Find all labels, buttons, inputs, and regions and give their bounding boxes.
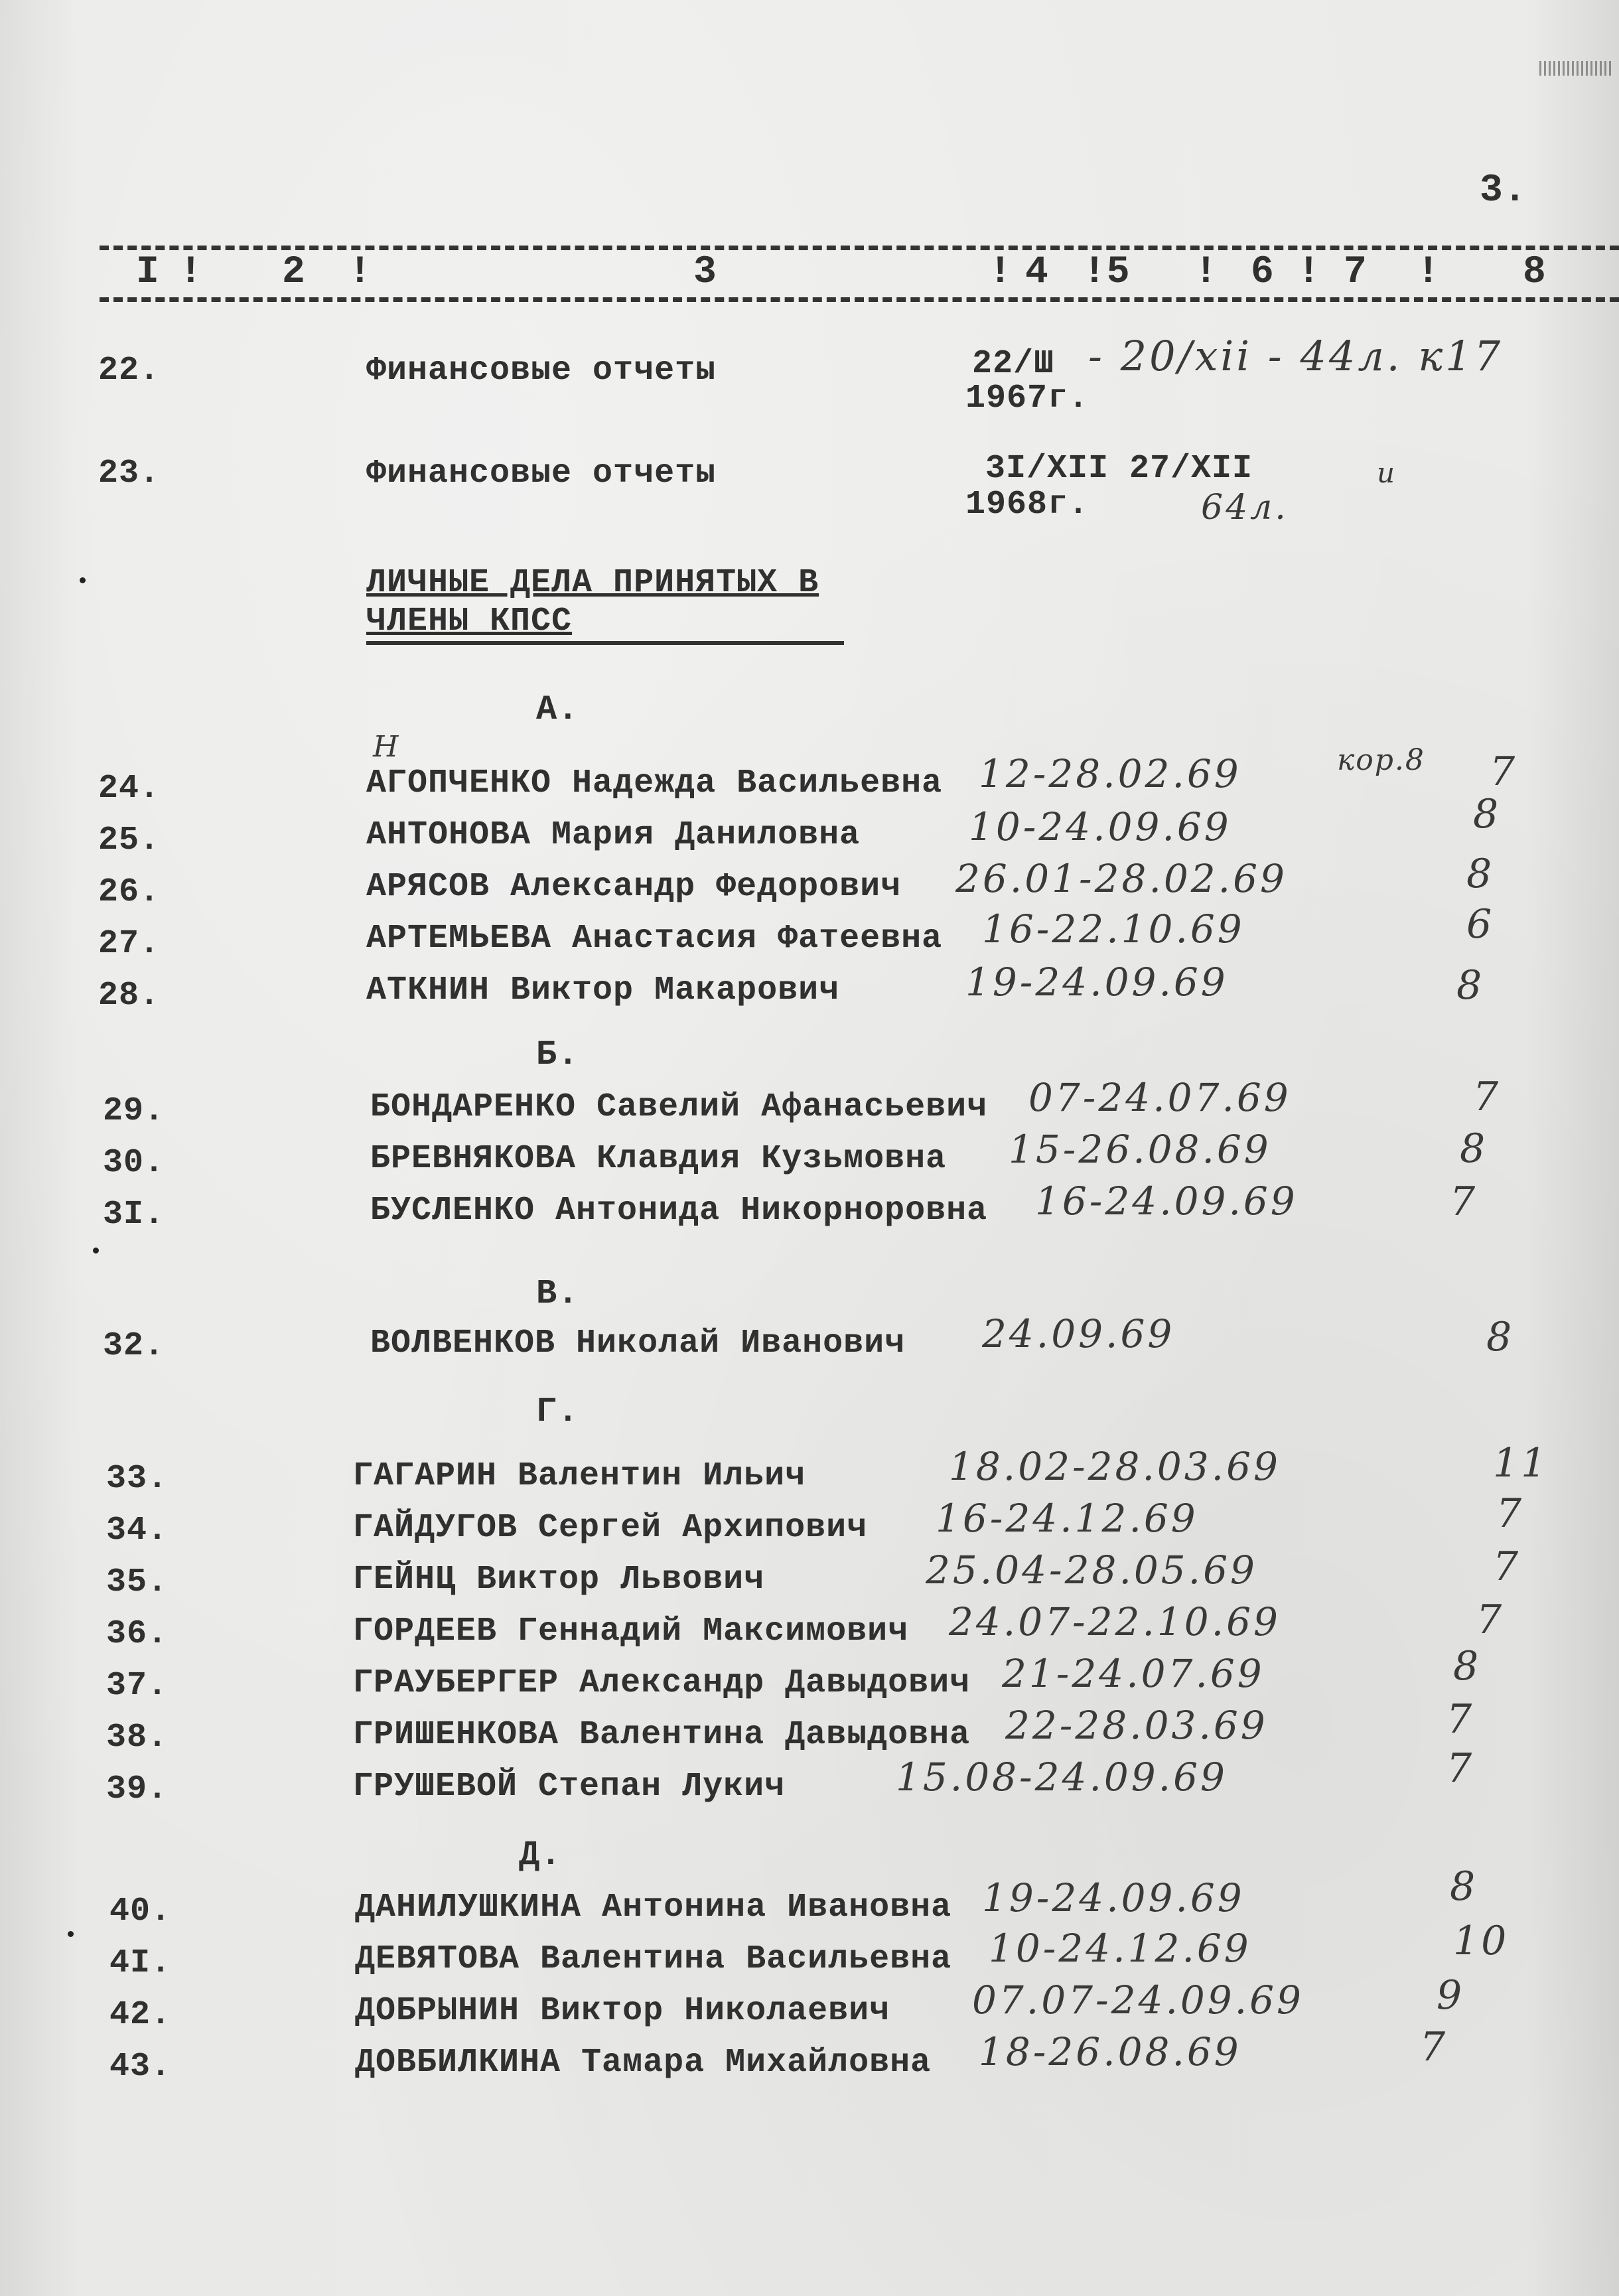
sheet-count: 6 bbox=[1466, 901, 1495, 948]
entry-number: 39. bbox=[106, 1770, 169, 1808]
entry-number: 34. bbox=[106, 1512, 169, 1549]
person-name: ГРУШЕВОЙ Степан Лукич bbox=[353, 1768, 786, 1806]
entry-number: 26. bbox=[98, 873, 161, 911]
entry-number: 37. bbox=[106, 1667, 169, 1705]
entry-number: 24. bbox=[98, 770, 161, 808]
handwritten-dates: 15.08-24.09.69 bbox=[896, 1755, 1228, 1800]
person-name: АНТОНОВА Мария Даниловна bbox=[366, 816, 861, 854]
header-bottom-rule bbox=[100, 297, 1619, 302]
handwritten-dates: 15-26.08.69 bbox=[1009, 1127, 1271, 1172]
sheet-count: 7 bbox=[1450, 1179, 1478, 1225]
entry-number: 4I. bbox=[109, 1944, 172, 1982]
section-underline bbox=[366, 641, 844, 645]
person-name: ДЕВЯТОВА Валентина Васильевна bbox=[355, 1940, 952, 1978]
handwritten-dates: 16-24.12.69 bbox=[936, 1496, 1198, 1541]
sheet-count: 8 bbox=[1453, 1643, 1482, 1689]
handwritten-dates: 26.01-28.02.69 bbox=[955, 856, 1287, 901]
column-header: 7 bbox=[1344, 251, 1368, 294]
sheet-count: 11 bbox=[1493, 1440, 1549, 1486]
entry-number: 38. bbox=[106, 1719, 169, 1757]
group-letter: А. bbox=[536, 690, 579, 729]
handwritten-dates: 16-24.09.69 bbox=[1035, 1179, 1298, 1224]
person-name: ДОВБИЛКИНА Тамара Михайловна bbox=[355, 2044, 932, 2082]
handwritten-dates: 07-24.07.69 bbox=[1028, 1075, 1291, 1120]
person-name: ГРАУБЕРГЕР Александр Давыдович bbox=[353, 1664, 971, 1702]
page-number: 3. bbox=[1480, 169, 1527, 212]
sheet-count: 8 bbox=[1486, 1314, 1515, 1360]
group-letter: Б. bbox=[536, 1035, 579, 1074]
group-letter: Г. bbox=[536, 1392, 579, 1431]
entry-number: 32. bbox=[103, 1327, 165, 1365]
column-separator: ! bbox=[179, 251, 203, 294]
handwritten-dates: 25.04-28.05.69 bbox=[926, 1547, 1257, 1593]
entry-number: 25. bbox=[98, 822, 161, 859]
group-letter: Д. bbox=[519, 1835, 562, 1875]
handwritten-dates: 12-28.02.69 bbox=[979, 751, 1241, 796]
group-letter: В. bbox=[536, 1274, 579, 1313]
paper-speck bbox=[80, 577, 86, 583]
entry-number: 33. bbox=[106, 1460, 169, 1498]
person-name: БОНДАРЕНКО Савелий Афанасьевич bbox=[370, 1088, 988, 1126]
column-header: I bbox=[136, 251, 160, 294]
person-name: БУСЛЕНКО Антонида Никорноровна bbox=[370, 1192, 988, 1230]
paper-speck bbox=[68, 1931, 74, 1937]
handwritten-note: 64л. bbox=[1201, 488, 1289, 528]
sheet-count: 7 bbox=[1490, 749, 1518, 795]
person-name: ВОЛВЕНКОВ Николай Иванович bbox=[370, 1325, 906, 1362]
record-description: Финансовые отчеты bbox=[366, 455, 717, 492]
record-year: 1967г. bbox=[965, 380, 1090, 417]
handwritten-dates: 22-28.03.69 bbox=[1005, 1703, 1268, 1748]
handwritten-dates: 24.07-22.10.69 bbox=[949, 1599, 1281, 1644]
handwritten-dates: 18.02-28.03.69 bbox=[949, 1444, 1281, 1489]
entry-number: 40. bbox=[109, 1893, 172, 1930]
handwritten-dates: 19-24.09.69 bbox=[982, 1875, 1245, 1920]
record-number: 22. bbox=[98, 352, 161, 390]
entry-number: 43. bbox=[109, 2048, 172, 2086]
entry-number: 28. bbox=[98, 977, 161, 1015]
column-separator: ! bbox=[1297, 251, 1321, 294]
sheet-count: 7 bbox=[1446, 1696, 1475, 1743]
record-description: Финансовые отчеты bbox=[366, 352, 717, 390]
person-name: БРЕВНЯКОВА Клавдия Кузьмовна bbox=[370, 1140, 947, 1178]
header-top-rule bbox=[100, 246, 1619, 250]
person-name: АРЯСОВ Александр Федорович bbox=[366, 868, 902, 906]
column-header: 8 bbox=[1523, 251, 1547, 294]
record-date: 3I/XII 27/XII bbox=[985, 450, 1253, 488]
column-header: 2 bbox=[282, 251, 306, 294]
column-separator: ! bbox=[348, 251, 372, 294]
entry-number: 27. bbox=[98, 925, 161, 963]
person-name: АТКНИН Виктор Макарович bbox=[366, 971, 840, 1009]
handwritten-dates: 10-24.12.69 bbox=[989, 1926, 1251, 1971]
sheet-count: 7 bbox=[1493, 1543, 1521, 1590]
column-separator: ! bbox=[1194, 251, 1218, 294]
person-name: ГАГАРИН Валентин Ильич bbox=[353, 1457, 806, 1495]
column-header: 3 bbox=[693, 251, 717, 294]
handwritten-dates: 10-24.09.69 bbox=[969, 804, 1232, 849]
column-header: !5 bbox=[1083, 251, 1131, 294]
column-header: 6 bbox=[1251, 251, 1275, 294]
handwritten-dates: 24.09.69 bbox=[982, 1311, 1175, 1356]
sheet-count: 7 bbox=[1476, 1597, 1505, 1643]
sheet-count: 8 bbox=[1456, 962, 1485, 1009]
person-name: ГРИШЕНКОВА Валентина Давыдовна bbox=[353, 1716, 971, 1754]
record-number: 23. bbox=[98, 455, 161, 492]
sheet-count: 8 bbox=[1466, 851, 1495, 897]
sheet-count: 8 bbox=[1460, 1125, 1488, 1172]
correction-mark: Н bbox=[373, 730, 401, 764]
sheet-count: 7 bbox=[1446, 1745, 1475, 1792]
paper-scuff bbox=[1539, 61, 1612, 76]
person-name: ГЕЙНЦ Виктор Львович bbox=[353, 1561, 765, 1599]
sheet-count: 8 bbox=[1473, 791, 1502, 837]
column-header: 4 bbox=[1025, 251, 1049, 294]
sheet-count: 7 bbox=[1496, 1490, 1525, 1537]
record-year: 1968г. bbox=[965, 486, 1090, 524]
handwritten-dates: 07.07-24.09.69 bbox=[972, 1977, 1304, 2023]
column-separator: ! bbox=[1417, 251, 1441, 294]
person-name: ДОБРЫНИН Виктор Николаевич bbox=[355, 1992, 890, 2030]
sheet-count: 9 bbox=[1437, 1972, 1465, 2019]
handwritten-dates: 16-22.10.69 bbox=[982, 906, 1245, 952]
entry-number: 30. bbox=[103, 1144, 165, 1182]
record-date: 22/Ш bbox=[972, 345, 1055, 383]
section-title bbox=[366, 564, 819, 641]
handwritten-note: - 20/xii - 44л. к17 bbox=[1088, 332, 1504, 380]
handwritten-mark: и bbox=[1377, 457, 1398, 489]
person-name: ДАНИЛУШКИНА Антонина Ивановна bbox=[355, 1889, 952, 1926]
entry-number: 42. bbox=[109, 1996, 172, 2034]
entry-number: 36. bbox=[106, 1615, 169, 1653]
sheet-count: 7 bbox=[1473, 1074, 1502, 1120]
entry-number: 35. bbox=[106, 1563, 169, 1601]
section-title-line: ЧЛЕНЫ КПСС bbox=[366, 603, 573, 640]
handwritten-dates: 18-26.08.69 bbox=[979, 2029, 1241, 2074]
handwritten-dates: 19-24.09.69 bbox=[965, 960, 1228, 1005]
section-title-line: ЛИЧНЫЕ ДЕЛА ПРИНЯТЫХ В bbox=[366, 564, 819, 602]
sheet-count: 10 bbox=[1453, 1918, 1510, 1964]
box-note: кор.8 bbox=[1337, 743, 1425, 777]
entry-number: 29. bbox=[103, 1092, 165, 1130]
person-name: ГАЙДУГОВ Сергей Архипович bbox=[353, 1509, 868, 1547]
person-name: ГОРДЕЕВ Геннадий Максимович bbox=[353, 1613, 909, 1650]
paper-speck bbox=[93, 1248, 99, 1254]
handwritten-dates: 21-24.07.69 bbox=[1002, 1651, 1265, 1696]
column-separator: ! bbox=[989, 251, 1013, 294]
person-name: АРТЕМЬЕВА Анастасия Фатеевна bbox=[366, 920, 943, 958]
sheet-count: 7 bbox=[1420, 2024, 1448, 2070]
entry-number: 3I. bbox=[103, 1196, 165, 1234]
person-name: АГОПЧЕНКО Надежда Васильевна bbox=[366, 764, 943, 802]
sheet-count: 8 bbox=[1450, 1863, 1478, 1910]
